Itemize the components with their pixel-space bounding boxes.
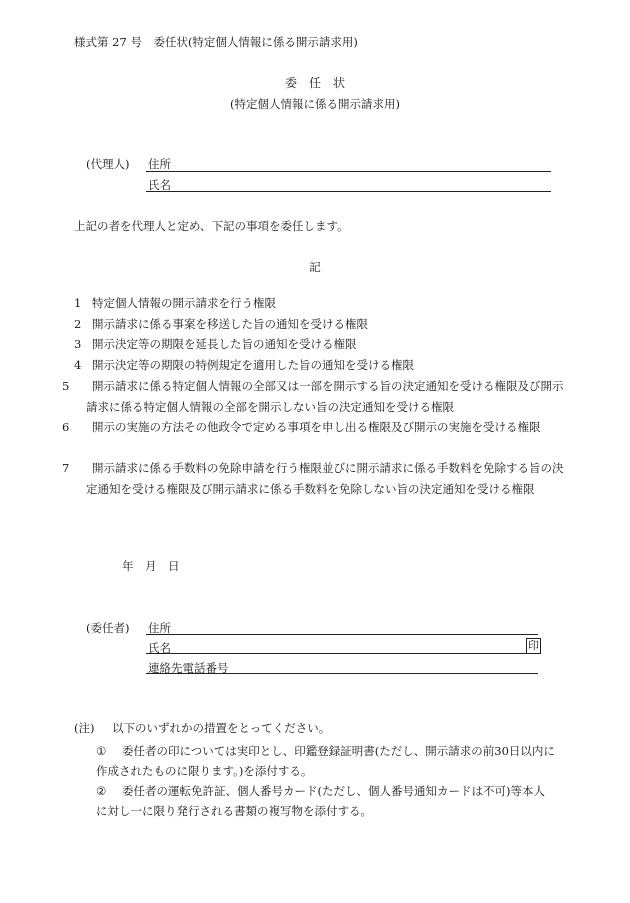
- list-item: [62, 417, 566, 438]
- document-subtitle: (特定個人情報に係る開示請求用): [230, 97, 400, 111]
- list-item: [74, 293, 554, 314]
- notes-intro: 以下のいずれかの措置をとってください。: [112, 721, 331, 735]
- item-number: 7: [62, 461, 70, 475]
- note-item: [96, 741, 556, 781]
- item-text: 開示請求に係る特定個人情報の全部又は一部を開示する旨の決定通知を受ける権限及び開示請求に係る特定個人情報の全部を開示しない旨の決定通知を受ける権限: [86, 379, 564, 414]
- note-item: [96, 781, 556, 821]
- list-item: [74, 314, 554, 335]
- item-text: 開示決定等の期限を延長した旨の通知を受ける権限: [92, 337, 357, 351]
- item-number: 1: [74, 296, 82, 310]
- item-text: 開示請求に係る事案を移送した旨の通知を受ける権限: [92, 317, 368, 331]
- item-number: 4: [74, 358, 82, 372]
- item-number: 2: [74, 317, 82, 331]
- agent-address-line[interactable]: [146, 171, 551, 172]
- item-number: 6: [62, 420, 70, 434]
- seal-mark: 印: [528, 639, 539, 652]
- delegation-statement: 上記の者を代理人と定め、下記の事項を委任します。: [74, 219, 349, 233]
- date-line: 年 月 日: [122, 559, 180, 573]
- agent-address-label: 住所: [148, 157, 171, 171]
- note-mark: ②: [96, 784, 107, 798]
- ki-heading: 記: [309, 260, 321, 274]
- principal-name-line[interactable]: [146, 653, 538, 654]
- item-number: 3: [74, 337, 82, 351]
- list-item: [62, 376, 566, 417]
- agent-name-line[interactable]: [146, 191, 551, 192]
- agent-label: (代理人): [86, 157, 130, 171]
- principal-phone-line[interactable]: [146, 673, 538, 674]
- agent-name-label: 氏名: [148, 178, 171, 192]
- item-text: 開示の実施の方法その他政令で定める事項を申し出る権限及び開示の実施を受ける権限: [92, 420, 541, 434]
- principal-label: (委任者): [86, 621, 130, 635]
- list-item: [62, 458, 566, 499]
- list-item: [74, 355, 554, 376]
- form-header: 様式第 27 号 委任状(特定個人情報に係る開示請求用): [74, 35, 358, 49]
- note-mark: ①: [96, 744, 107, 758]
- item-text: 特定個人情報の開示請求を行う権限: [92, 296, 276, 310]
- item-text: 開示請求に係る手数料の免除申請を行う権限並びに開示請求に係る手数料を免除する旨の決定通知を受ける権限及び開示請求に係る手数料を免除しない旨の決定通知を受ける権限: [86, 461, 564, 496]
- principal-address-label: 住所: [148, 621, 171, 635]
- principal-phone-label: 連絡先電話番号: [148, 661, 229, 675]
- note-text: 委任者の印については実印とし、印鑑登録証明書(ただし、開示請求の前30日以内に作成されたものに限ります。)を添付する。: [96, 744, 555, 778]
- document-title: 委 任 状: [284, 76, 345, 90]
- list-item: [74, 334, 554, 355]
- principal-name-label: 氏名: [148, 641, 171, 655]
- principal-address-line[interactable]: [146, 634, 538, 635]
- note-text: 委任者の運転免許証、個人番号カード(ただし、個人番号通知カードは不可)等本人に対し一に限り発行される書類の複写物を添付する。: [96, 784, 545, 818]
- item-number: 5: [62, 379, 70, 393]
- item-text: 開示決定等の期限の特例規定を適用した旨の通知を受ける権限: [92, 358, 414, 372]
- notes-label: (注): [74, 721, 95, 735]
